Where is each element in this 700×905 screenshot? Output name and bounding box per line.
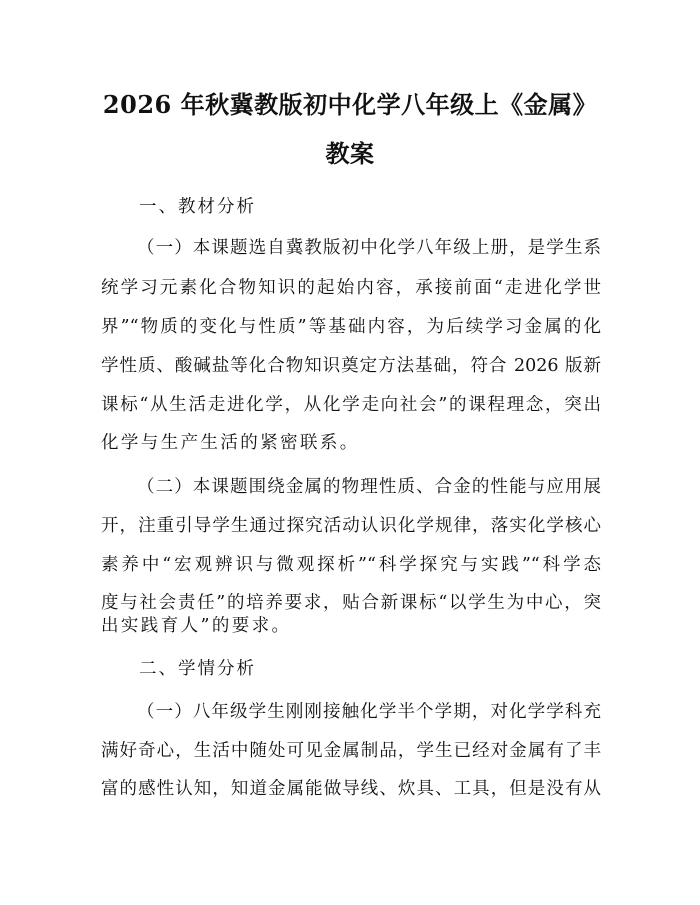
paragraph-line: 课标“从生活走进化学，从化学走向社会”的课程理念，突出 bbox=[101, 395, 601, 415]
paragraph-line: 素养中“宏观辨识与微观探析”“科学探究与实践”“科学态 bbox=[101, 555, 601, 575]
paragraph-line: 学性质、酸碱盐等化合物知识奠定方法基础，符合 2026 版新 bbox=[101, 356, 601, 376]
document-title-continued: 教案 bbox=[325, 139, 375, 168]
paragraph-line: 满好奇心，生活中随处可见金属制品，学生已经对金属有了丰 bbox=[101, 741, 601, 761]
paragraph-line: （一）本课题选自冀教版初中化学八年级上册，是学生系 bbox=[137, 238, 601, 258]
section-heading-textbook-analysis: 一、教材分析 bbox=[139, 197, 256, 217]
section-heading-learner-analysis: 二、学情分析 bbox=[139, 659, 256, 679]
paragraph-line: （一）八年级学生刚刚接触化学半个学期，对化学学科充 bbox=[137, 702, 601, 722]
paragraph-line: 出实践育人”的要求。 bbox=[101, 616, 292, 636]
document-title: 2026 年秋冀教版初中化学八年级上《金属》 bbox=[102, 90, 598, 119]
paragraph-line: 统学习元素化合物知识的起始内容，承接前面“走进化学世 bbox=[101, 278, 601, 298]
paragraph-line: 度与社会责任”的培养要求，贴合新课标“以学生为中心，突 bbox=[101, 593, 601, 613]
paragraph-line: 开，注重引导学生通过探究活动认识化学规律，落实化学核心 bbox=[101, 516, 601, 536]
paragraph-line: 富的感性认知，知道金属能做导线、炊具、工具，但是没有从 bbox=[101, 779, 601, 799]
paragraph-line: 界”“物质的变化与性质”等基础内容，为后续学习金属的化 bbox=[101, 317, 601, 337]
paragraph-line: 化学与生产生活的紧密联系。 bbox=[101, 433, 360, 453]
paragraph-line: （二）本课题围绕金属的物理性质、合金的性能与应用展 bbox=[137, 477, 601, 497]
